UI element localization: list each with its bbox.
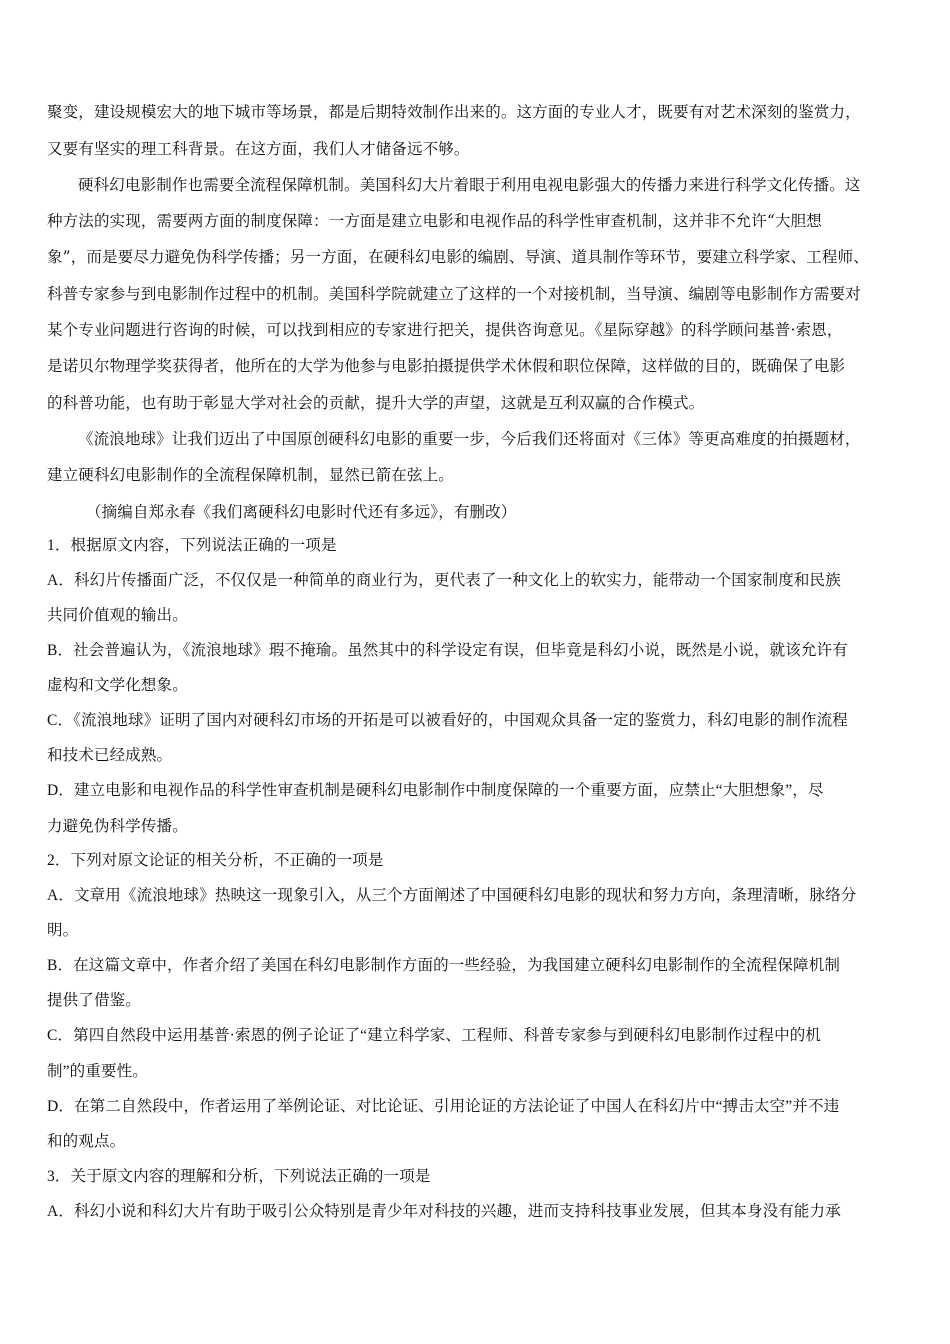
option-line: 和技术已经成熟。: [47, 747, 173, 764]
option-line: B．社会普遍认为，《流浪地球》瑕不掩瑜。虽然其中的科学设定有误，但毕竟是科幻小说，既然是小说，就该允许有: [47, 642, 848, 659]
option-line: 共同价值观的输出。: [47, 607, 188, 624]
option-line: D．在第二自然段中，作者运用了举例论证、对比论证、引用论证的方法论证了中国人在科幻片中“搏击太空”并不违: [47, 1098, 840, 1115]
question-stem: 2．下列对原文论证的相关分析，不正确的一项是: [47, 852, 384, 869]
passage-line: 是诺贝尔物理学奖获得者，他所在的大学为他参与电影拍摄提供学术休假和职位保障，这样做的目的，既确保了电影: [47, 357, 846, 375]
passage-line: 又要有坚实的理工科背景。在这方面，我们人才储备远不够。: [47, 140, 470, 158]
option-line: 和的观点。: [47, 1133, 126, 1150]
question-stem: 3．关于原文内容的理解和分析，下列说法正确的一项是: [47, 1168, 431, 1185]
option-line: A．科幻片传播面广泛，不仅仅是一种简单的商业行为，更代表了一种文化上的软实力，能带动一个国家制度和民族: [47, 572, 841, 589]
option-line: A．文章用《流浪地球》热映这一现象引入，从三个方面阐述了中国硬科幻电影的现状和努力方向，条理清晰，脉络分: [47, 887, 857, 904]
passage-line: 科普专家参与到电影制作过程中的机制。美国科学院就建立了这样的一个对接机制，当导演、编剧等电影制作方需要对: [47, 285, 861, 303]
passage-paragraph-start: 《流浪地球》让我们迈出了中国原创硬科幻电影的重要一步，今后我们还将面对《三体》等更高难度的拍摄题材，: [78, 430, 861, 448]
option-line: 提供了借鉴。: [47, 992, 141, 1009]
question-stem: 1．根据原文内容，下列说法正确的一项是: [47, 537, 337, 554]
passage-line: 象”，而是要尽力避免伪科学传播；另一方面，在硬科幻电影的编剧、导演、道具制作等环节，要建立科学家、工程师、: [47, 248, 869, 266]
option-line: 制”的重要性。: [47, 1063, 148, 1080]
source-citation: （摘编自郑永春《我们离硬科幻电影时代还有多远》，有删改）: [86, 503, 517, 521]
option-line: 虚构和文学化想象。: [47, 677, 188, 694]
passage-line: 的科普功能，也有助于彰显大学对社会的贡献，提升大学的声望，这就是互利双赢的合作模式。: [47, 394, 705, 412]
passage-line: 种方法的实现，需要两方面的制度保障：一方面是建立电影和电视作品的科学性审查机制，这并非不允许“大胆想: [47, 212, 822, 230]
passage-line: 建立硬科幻电影制作的全流程保障机制，显然已箭在弦上。: [47, 466, 454, 484]
option-line: A．科幻小说和科幻大片有助于吸引公众特别是青少年对科技的兴趣，进而支持科技事业发展，但其本身没有能力承: [47, 1203, 841, 1220]
option-line: C．《流浪地球》证明了国内对硬科幻市场的开拓是可以被看好的，中国观众具备一定的鉴赏力，科幻电影的制作流程: [47, 712, 848, 729]
passage-line: 聚变，建设规模宏大的地下城市等场景，都是后期特效制作出来的。这方面的专业人才，既要有对艺术深刻的鉴赏力，: [47, 103, 861, 121]
option-line: C．第四自然段中运用基普·索恩的例子论证了“建立科学家、工程师、科普专家参与到硬科幻电影制作过程中的机: [47, 1027, 822, 1044]
passage-paragraph-start: 硬科幻电影制作也需要全流程保障机制。美国科幻大片着眼于利用电视电影强大的传播力来进行科学文化传播。这: [78, 176, 861, 194]
option-line: B．在这篇文章中，作者介绍了美国在科幻电影制作方面的一些经验，为我国建立硬科幻电影制作的全流程保障机制: [47, 957, 840, 974]
passage-line: 某个专业问题进行咨询的时候，可以找到相应的专家进行把关，提供咨询意见。《星际穿越》的科学顾问基普·索恩，: [47, 321, 843, 339]
option-line: 力避免伪科学传播。: [47, 818, 188, 835]
option-line: D．建立电影和电视作品的科学性审查机制是硬科幻电影制作中制度保障的一个重要方面，应禁止“大胆想象”，尽: [47, 782, 824, 799]
option-line: 明。: [47, 922, 79, 939]
